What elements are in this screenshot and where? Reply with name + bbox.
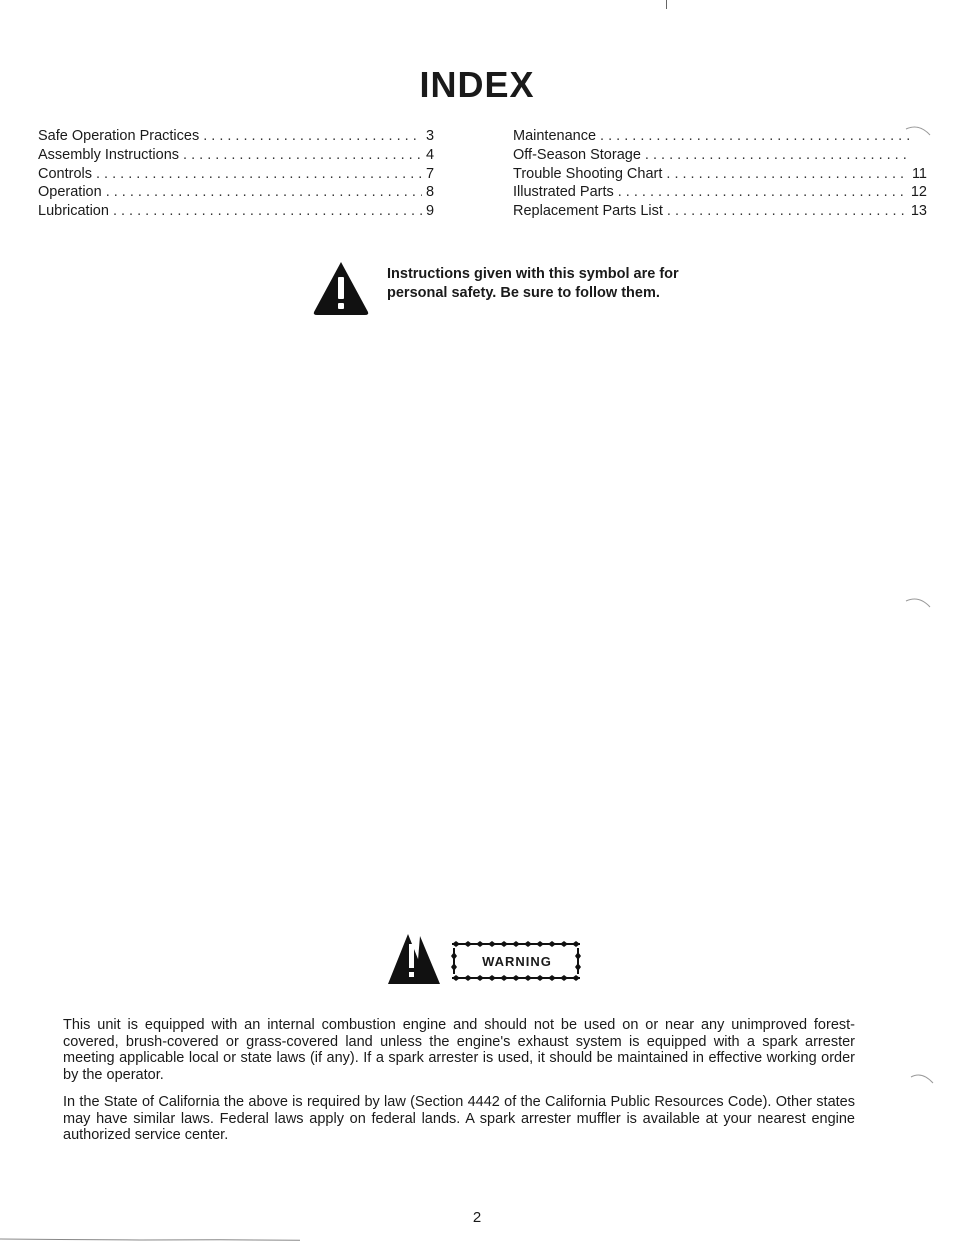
toc-entry-label: Lubrication [38,203,109,220]
toc-entry [513,202,927,221]
toc-entry [513,127,927,146]
toc-entry-page: 7 [426,165,435,182]
scan-mark [905,597,931,609]
page-number: 2 [472,1209,482,1226]
toc-leader-dots [106,183,422,202]
scan-edge-artifact [0,1238,300,1241]
toc-entry-label: Assembly Instructions [38,146,180,163]
toc-entry [38,202,448,221]
toc-left-column [38,127,448,221]
toc-entry-page: 13 [910,203,927,220]
toc-entry-page: 4 [426,146,435,163]
toc-right-column [513,127,927,221]
california-law-paragraph: In the State of California the above is required by law (Section 4442 of the California Public Resources Code). Other states may have similar laws. Federal laws apply on federal lands. A spark arrester muffler is available at your nearest engine authorized service center. [63,1094,855,1143]
safety-instructions-note: Instructions given with this symbol are for personal safety. Be sure to follow them. [387,266,679,301]
scan-mark [910,1073,934,1085]
toc-entry-page: 12 [910,184,927,201]
toc-leader-dots [645,146,909,165]
toc-leader-dots [183,146,422,165]
toc-entry-label: Safe Operation Practices [38,128,200,144]
toc-entry [513,165,927,184]
toc-entry [38,127,448,146]
toc-entry-label: Replacement Parts List [513,203,663,220]
toc-entry [513,146,927,165]
toc-entry-page: 9 [426,203,435,220]
toc-leader-dots [96,165,422,184]
toc-leader-dots [618,183,907,202]
toc-entry-label: Trouble Shooting Chart [513,165,663,182]
toc-entry-label: Operation [38,184,102,201]
toc-leader-dots [600,127,909,146]
scan-mark [905,125,931,137]
warning-heading [386,930,586,988]
toc-leader-dots [666,165,908,184]
toc-entry-label: Off-Season Storage [513,146,641,163]
toc-leader-dots [203,127,422,146]
toc-entry-label: Illustrated Parts [513,184,614,201]
toc-entry [38,146,448,165]
toc-entry-page: 8 [426,184,435,201]
toc-entry-label: Maintenance [513,128,597,144]
toc-entry [38,165,448,184]
toc-entry-label: Controls [38,165,92,182]
scan-tick-mark [666,0,667,9]
toc-entry-page: 3 [426,128,435,144]
toc-entry [38,183,448,202]
toc-leader-dots [113,202,422,221]
warning-triangle-icon [386,930,442,986]
spark-arrester-paragraph: This unit is equipped with an internal combustion engine and should not be used on or near any unimproved forest-covered, brush-covered or grass-covered land unless the engine's exhaust system is equipped with a spark arrester meeting applicable local or state laws (if any). If a spark arrester is used, it should be maintained in effective working order by the operator. [63,1017,855,1083]
toc-entry [513,183,927,202]
toc-entry-page: 11 [911,165,927,182]
toc-leader-dots [667,202,907,221]
warning-label: WARNING [482,954,552,969]
warning-triangle-icon [312,260,370,316]
page-title: INDEX [419,64,535,105]
